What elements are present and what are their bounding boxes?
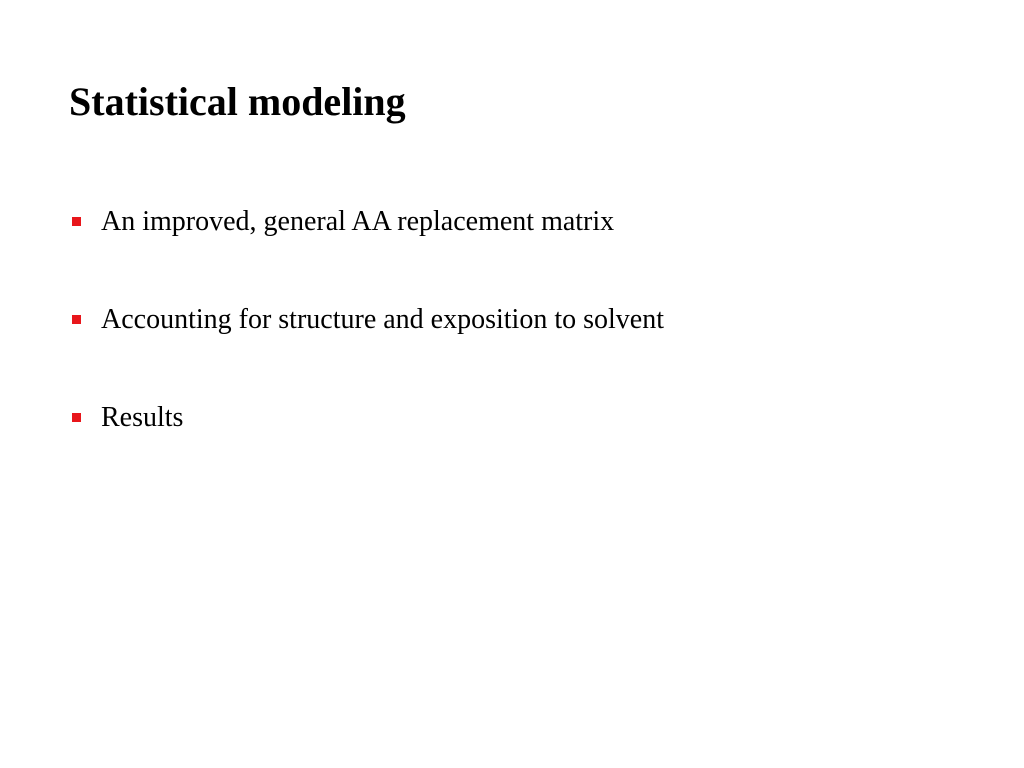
bullet-text: Results (101, 402, 184, 433)
square-bullet-icon (72, 217, 81, 226)
bullet-text: An improved, general AA replacement matrix (101, 206, 615, 237)
square-bullet-icon (72, 413, 81, 422)
slide-title: Statistical modeling (69, 79, 406, 124)
square-bullet-icon (72, 315, 81, 324)
bullet-text: Accounting for structure and exposition to solvent (101, 304, 664, 335)
